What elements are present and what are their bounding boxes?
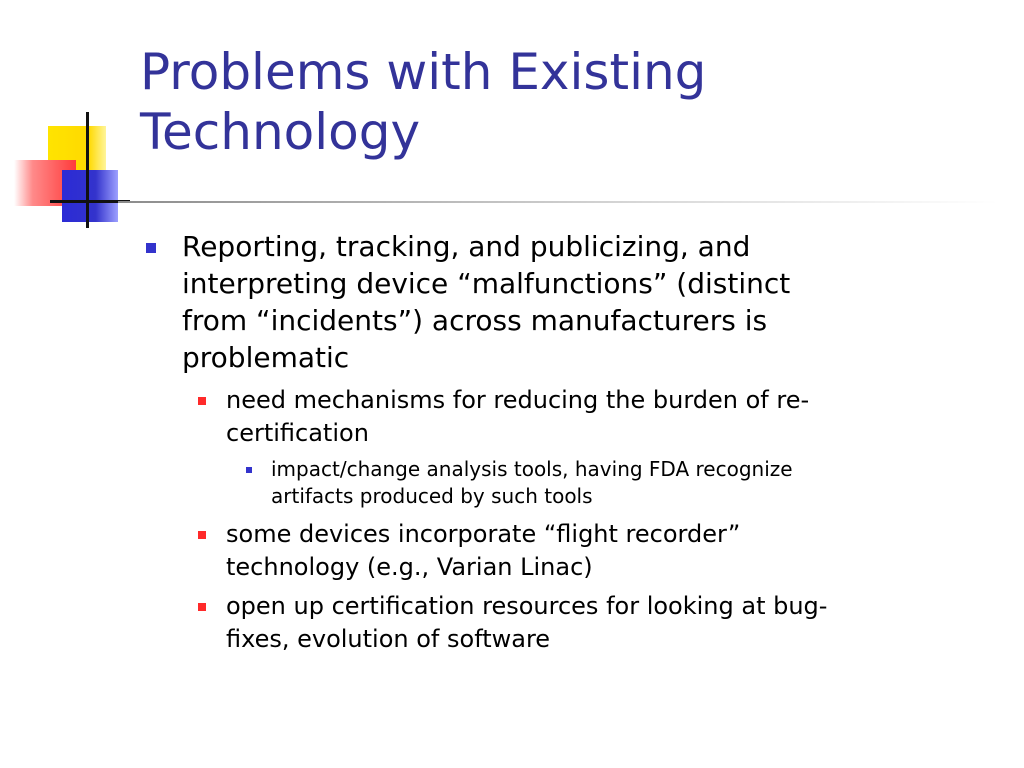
bullet-text-line: need mechanisms for reducing the burden of re- [226, 386, 810, 414]
bullet-text-line: Reporting, tracking, and publicizing, and [182, 230, 751, 263]
slide-title-line: Problems with Existing [140, 43, 707, 101]
bullet-text-line: some devices incorporate “flight recorder” [226, 520, 741, 548]
ornament-vertical-line [86, 112, 89, 228]
slide-title [140, 42, 1000, 162]
bullet-text-line: interpreting device “malfunctions” (distinct [182, 267, 791, 300]
bullet-item-level2 [140, 384, 1000, 450]
bullet-text-line: artifacts produced by such tools [271, 484, 593, 508]
square-bullet-icon [198, 397, 206, 405]
bullet-text-line: from “incidents”) across manufacturers is [182, 304, 768, 337]
bullet-item-level3 [140, 456, 1000, 510]
square-bullet-icon [198, 531, 206, 539]
bullet-item-level2 [140, 518, 1000, 584]
title-underline-rule [118, 201, 998, 203]
bullet-text-line: open up certification resources for looking at bug- [226, 592, 828, 620]
slide-body [140, 228, 1000, 662]
square-bullet-icon [246, 467, 252, 473]
ornament-blue-square [62, 170, 118, 222]
bullet-text-line: impact/change analysis tools, having FDA recognize [271, 457, 793, 481]
bullet-text-line: technology (e.g., Varian Linac) [226, 553, 593, 581]
square-bullet-icon [146, 243, 156, 253]
bullet-text-line: certification [226, 419, 369, 447]
slide-title-line: Technology [140, 103, 421, 161]
bullet-item-level2 [140, 590, 1000, 656]
bullet-text-line: fixes, evolution of software [226, 625, 551, 653]
bullet-item-level1 [140, 228, 1000, 376]
bullet-text-line: problematic [182, 341, 350, 374]
square-bullet-icon [198, 603, 206, 611]
